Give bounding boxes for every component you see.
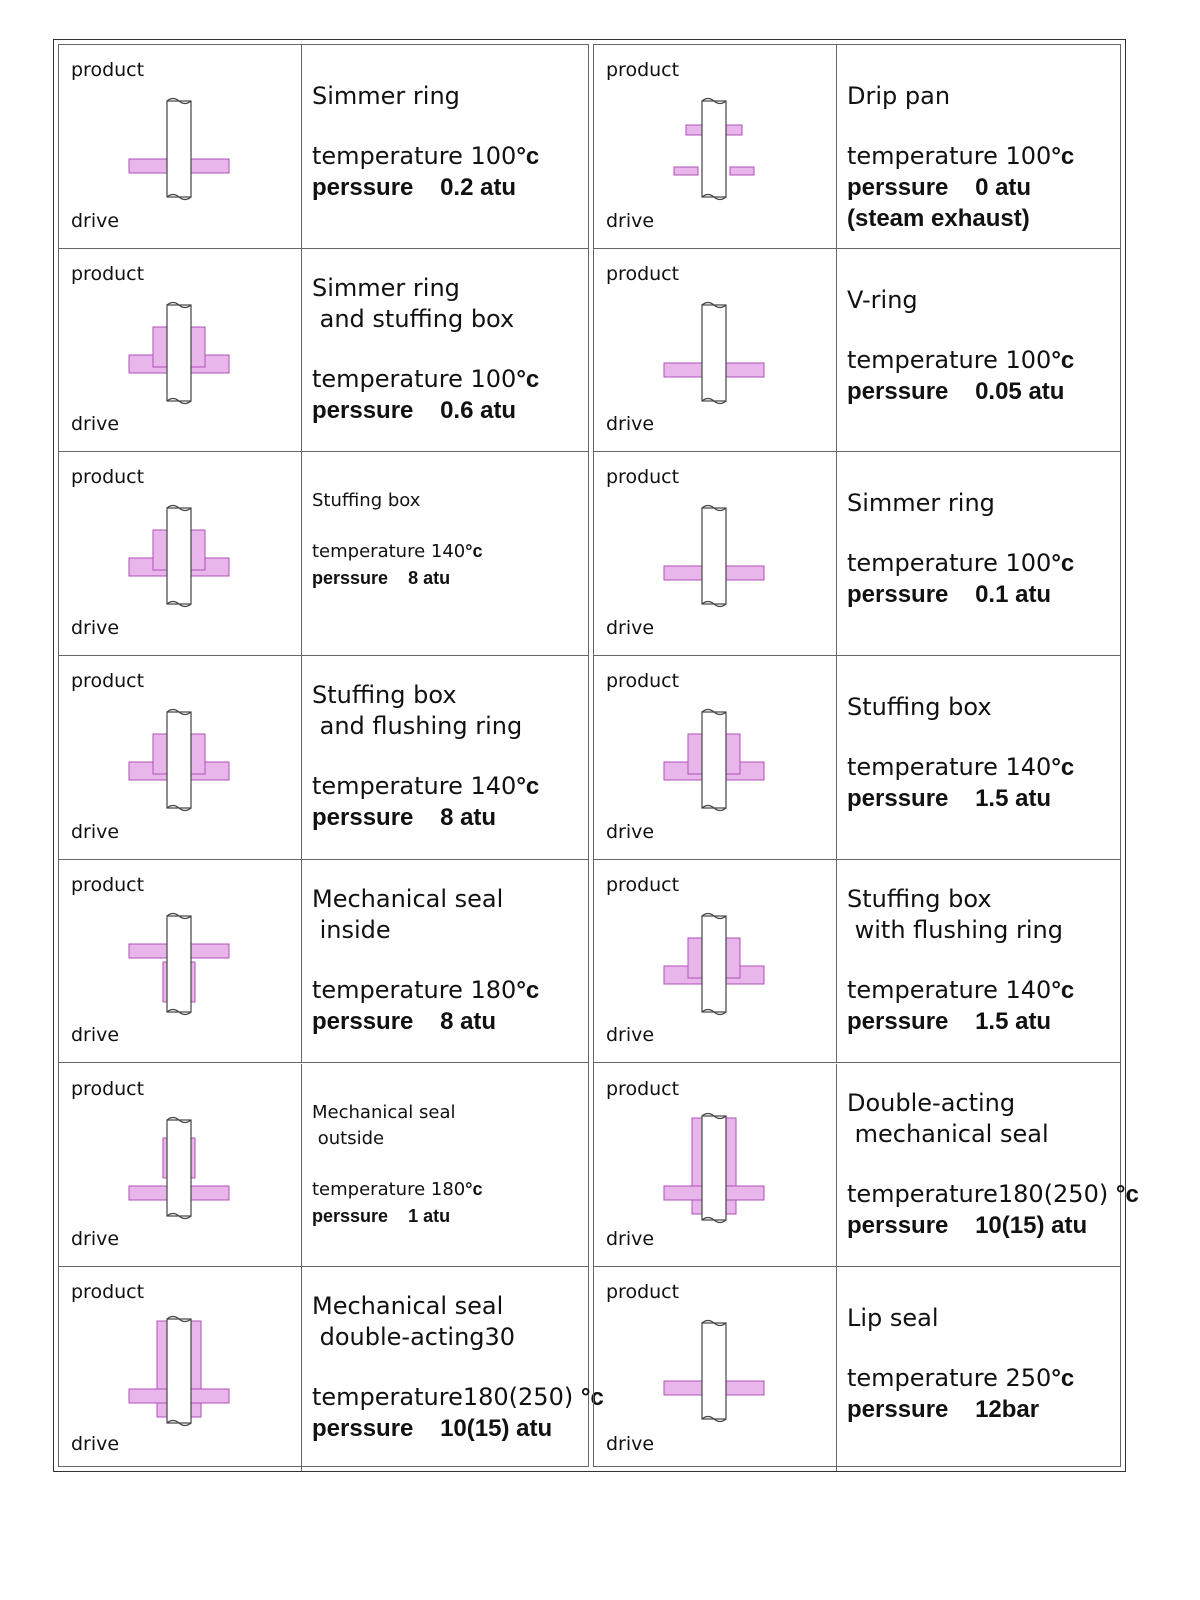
- seal-spec-cell: [847, 1088, 1139, 1241]
- product-label: product: [606, 262, 680, 285]
- temperature-label: temperature180(250): [847, 1179, 1109, 1208]
- gland: [153, 530, 167, 570]
- product-label: product: [71, 262, 145, 285]
- pressure-line: [312, 1203, 584, 1229]
- seal-diagram: [109, 293, 249, 413]
- pressure-label: perssure: [312, 1007, 414, 1035]
- seal-spec-cell: [847, 81, 1116, 234]
- temperature-value: 140: [1005, 975, 1052, 1004]
- pressure-value: 0.05 atu: [975, 377, 1065, 405]
- temperature-value: 250: [1005, 1364, 1052, 1393]
- pressure-line: [847, 579, 1116, 610]
- seal-figure-cell: [594, 249, 837, 452]
- pressure-label: perssure: [312, 804, 414, 832]
- seal-figure-cell: [594, 45, 837, 248]
- shaft: [167, 101, 191, 197]
- seal-title: Simmer ring and stuffing box: [312, 273, 515, 333]
- temperature-line: [847, 1179, 1139, 1210]
- seal-figure-cell: [59, 656, 302, 859]
- seal-figure-cell: [594, 452, 837, 655]
- gland: [688, 734, 702, 774]
- seal-spec-cell: [312, 81, 584, 203]
- pressure-value: 1 atu: [408, 1205, 451, 1226]
- seal-diagram: [644, 700, 784, 820]
- gland: [688, 938, 702, 978]
- degree-unit: °c: [516, 976, 540, 1004]
- seal-diagram: [644, 904, 784, 1024]
- degree-unit: °c: [1051, 976, 1075, 1004]
- product-label: product: [71, 670, 145, 693]
- seal-figure-cell: [59, 860, 302, 1063]
- seal-row: [59, 656, 588, 860]
- temperature-value: 100: [1005, 142, 1052, 170]
- temperature-label: temperature: [312, 975, 463, 1004]
- gland: [191, 327, 205, 367]
- pressure-value: 0 atu: [975, 174, 1032, 201]
- temperature-value: 100: [470, 364, 517, 393]
- gland: [191, 530, 205, 570]
- drive-label: drive: [606, 820, 655, 843]
- shaft: [167, 712, 191, 808]
- pressure-value: 8 atu: [440, 804, 497, 832]
- shaft: [702, 1323, 726, 1419]
- seal-spec-cell: [312, 273, 584, 426]
- pressure-value: 10(15) atu: [440, 1415, 553, 1443]
- pressure-label: perssure: [847, 377, 949, 405]
- seal-title: Mechanical seal inside: [312, 884, 504, 944]
- seal-row: [594, 1267, 1120, 1471]
- seal-spec-cell: [312, 1100, 584, 1229]
- gland: [153, 327, 167, 367]
- temperature-line: [847, 975, 1116, 1006]
- temperature-label: temperature: [312, 1178, 426, 1200]
- pressure-line: [847, 783, 1116, 814]
- seal-row: [594, 249, 1120, 453]
- temperature-value: 180: [430, 1178, 466, 1200]
- seal-row: [594, 45, 1120, 249]
- right-column: [593, 44, 1139, 1467]
- drip-flange: [674, 167, 698, 175]
- drip-flange: [730, 167, 754, 175]
- seal-title: V-ring: [847, 285, 918, 314]
- seal-row: [594, 1064, 1139, 1268]
- pressure-note: (steam exhaust): [847, 205, 1030, 232]
- seal-row: [59, 1064, 588, 1268]
- temperature-line: [312, 1176, 584, 1203]
- pressure-line: [847, 172, 1116, 203]
- temperature-label: temperature: [847, 753, 998, 782]
- temperature-value: 140: [470, 772, 517, 801]
- seal-row: [594, 860, 1120, 1064]
- temperature-label: temperature: [847, 345, 998, 374]
- pressure-value: 10(15) atu: [975, 1211, 1088, 1239]
- degree-unit: °c: [465, 541, 483, 562]
- degree-unit: °c: [465, 1178, 483, 1199]
- pressure-label: perssure: [312, 174, 414, 201]
- drive-label: drive: [71, 820, 120, 843]
- degree-unit: °c: [1051, 550, 1075, 578]
- seal-row: [594, 452, 1120, 656]
- pressure-value: 8 atu: [408, 568, 451, 589]
- seal-title: Stuffing box and flushing ring: [312, 681, 523, 741]
- product-label: product: [606, 670, 680, 693]
- temperature-line: [847, 141, 1116, 172]
- product-label: product: [71, 466, 145, 489]
- pressure-value: 0.1 atu: [975, 581, 1052, 609]
- temperature-value: 100: [1005, 345, 1052, 374]
- temperature-value: 140: [430, 541, 466, 563]
- product-label: product: [606, 466, 680, 489]
- temperature-line: [312, 364, 584, 395]
- degree-unit: °c: [1115, 1180, 1139, 1208]
- pressure-line: [312, 565, 584, 591]
- temperature-line: [847, 752, 1116, 783]
- drive-label: drive: [606, 209, 655, 232]
- seal-title: Stuffing box: [847, 693, 992, 722]
- pressure-value: 1.5 atu: [975, 1007, 1052, 1035]
- seal-diagram: [109, 1311, 249, 1431]
- product-label: product: [71, 1281, 145, 1304]
- seal-figure-cell: [59, 45, 302, 248]
- temperature-line: [312, 538, 584, 565]
- temperature-label: temperature: [312, 364, 463, 393]
- seal-title: Stuffing box: [312, 490, 421, 512]
- shaft: [702, 305, 726, 401]
- temperature-value: 180: [470, 975, 517, 1004]
- pressure-value: 0.6 atu: [440, 396, 517, 424]
- shaft: [167, 1120, 191, 1216]
- shaft: [702, 508, 726, 604]
- seal-title: Lip seal: [847, 1304, 939, 1333]
- left-column: [58, 44, 604, 1467]
- seal-spec-cell: [312, 488, 584, 591]
- seal-figure-cell: [594, 860, 837, 1063]
- seal-spec-cell: [847, 285, 1116, 407]
- seal-diagram: [644, 293, 784, 413]
- seal-figure-cell: [59, 1064, 302, 1267]
- seal-diagram: [644, 89, 784, 209]
- seal-title: Drip pan: [847, 82, 951, 110]
- temperature-line: [312, 975, 584, 1006]
- temperature-label: temperature: [847, 549, 998, 578]
- pressure-line: [847, 376, 1116, 407]
- pressure-label: perssure: [847, 1396, 949, 1424]
- temperature-value: 100: [1005, 549, 1052, 578]
- temperature-label: temperature: [847, 142, 998, 170]
- product-label: product: [606, 59, 680, 81]
- seal-row: [59, 249, 588, 453]
- degree-unit: °c: [516, 773, 540, 801]
- degree-unit: °c: [1051, 346, 1075, 374]
- seal-diagram: [109, 904, 249, 1024]
- drive-label: drive: [71, 209, 120, 232]
- seal-row: [59, 45, 588, 249]
- shaft: [167, 1319, 191, 1423]
- temperature-line: [312, 771, 584, 802]
- pressure-line: [312, 802, 584, 833]
- pressure-label: perssure: [847, 1211, 949, 1239]
- seal-diagram: [109, 700, 249, 820]
- pressure-label: perssure: [312, 1415, 414, 1443]
- pressure-value: 1.5 atu: [975, 785, 1052, 813]
- seal-row: [594, 656, 1120, 860]
- degree-unit: °c: [1051, 754, 1075, 782]
- product-label: product: [71, 59, 145, 81]
- degree-unit: °c: [1051, 143, 1075, 170]
- drive-label: drive: [71, 1228, 120, 1251]
- temperature-line: [312, 1382, 604, 1413]
- temperature-line: [312, 141, 584, 172]
- pressure-line: [847, 1006, 1116, 1037]
- temperature-label: temperature: [312, 541, 426, 563]
- seal-title: Simmer ring: [847, 489, 995, 518]
- seal-spec-cell: [847, 692, 1116, 814]
- drive-label: drive: [606, 1024, 655, 1047]
- seal-diagram: [644, 1108, 784, 1228]
- pressure-line: [312, 1413, 584, 1444]
- seal-figure-cell: [594, 1267, 837, 1471]
- shaft: [167, 508, 191, 604]
- pressure-label: perssure: [312, 568, 389, 589]
- seal-title: Simmer ring: [312, 82, 460, 110]
- degree-unit: °c: [1051, 1365, 1075, 1393]
- drive-label: drive: [606, 1228, 655, 1251]
- product-label: product: [71, 873, 145, 896]
- seal-spec-cell: [312, 1291, 604, 1444]
- seal-row: [59, 1267, 604, 1471]
- product-label: product: [606, 873, 680, 896]
- seal-row: [59, 452, 588, 656]
- seal-figure-cell: [59, 249, 302, 452]
- drive-label: drive: [71, 413, 120, 436]
- product-label: product: [606, 1281, 680, 1304]
- pressure-line: [847, 1394, 1116, 1425]
- shaft: [167, 916, 191, 1012]
- seal-spec-cell: [312, 884, 584, 1037]
- temperature-label: temperature180(250): [312, 1383, 574, 1412]
- product-label: product: [606, 1077, 680, 1100]
- gland: [153, 734, 167, 774]
- seal-diagram: [109, 89, 249, 209]
- shaft: [167, 305, 191, 401]
- seal-row: [59, 860, 588, 1064]
- temperature-value: 140: [1005, 753, 1052, 782]
- seal-title: Double-acting mechanical seal: [847, 1088, 1049, 1148]
- gland: [726, 938, 740, 978]
- pressure-value: 8 atu: [440, 1007, 497, 1035]
- gland: [726, 734, 740, 774]
- pressure-value: 0.2 atu: [440, 174, 517, 201]
- seal-spec-cell: [847, 1303, 1116, 1425]
- seal-types-table: [53, 39, 1139, 1472]
- seal-diagram: [109, 496, 249, 616]
- seal-figure-cell: [59, 452, 302, 655]
- pressure-line: [312, 172, 584, 203]
- temperature-value: 100: [470, 142, 517, 170]
- drive-label: drive: [71, 1432, 120, 1455]
- gland: [191, 734, 205, 774]
- temperature-label: temperature: [847, 1364, 998, 1393]
- pressure-line: [847, 1210, 1116, 1241]
- drive-label: drive: [606, 617, 655, 640]
- shaft: [702, 916, 726, 1012]
- pressure-line: [312, 1006, 584, 1037]
- temperature-line: [847, 548, 1116, 579]
- seal-diagram: [109, 1108, 249, 1228]
- drive-label: drive: [606, 413, 655, 436]
- drive-label: drive: [71, 617, 120, 640]
- pressure-label: perssure: [847, 1007, 949, 1035]
- seal-spec-cell: [847, 884, 1116, 1037]
- seal-spec-cell: [312, 680, 584, 833]
- shaft: [702, 101, 726, 197]
- seal-figure-cell: [594, 1064, 837, 1267]
- temperature-label: temperature: [312, 772, 463, 801]
- temperature-label: temperature: [847, 975, 998, 1004]
- seal-diagram: [644, 496, 784, 616]
- seal-title: Mechanical seal double-acting30: [312, 1292, 516, 1352]
- drive-label: drive: [71, 1024, 120, 1047]
- shaft: [702, 1116, 726, 1220]
- pressure-value: 12bar: [975, 1396, 1040, 1424]
- degree-unit: °c: [516, 365, 540, 393]
- degree-unit: °c: [516, 143, 540, 170]
- seal-figure-cell: [594, 656, 837, 859]
- shaft: [702, 712, 726, 808]
- temperature-label: temperature: [312, 142, 463, 170]
- seal-spec-cell: [847, 488, 1116, 610]
- drive-label: drive: [606, 1432, 655, 1455]
- pressure-label: perssure: [847, 785, 949, 813]
- seal-figure-cell: [59, 1267, 302, 1471]
- pressure-line: [312, 395, 584, 426]
- degree-unit: °c: [580, 1384, 604, 1412]
- seal-diagram: [644, 1311, 784, 1431]
- pressure-label: perssure: [312, 1205, 389, 1226]
- seal-title: Stuffing box with flushing ring: [847, 884, 1063, 944]
- temperature-line: [847, 1363, 1116, 1394]
- product-label: product: [71, 1077, 145, 1100]
- pressure-label: perssure: [847, 174, 949, 201]
- pressure-label: perssure: [312, 396, 414, 424]
- temperature-line: [847, 345, 1116, 376]
- seal-title: Mechanical seal outside: [312, 1101, 456, 1149]
- pressure-label: perssure: [847, 581, 949, 609]
